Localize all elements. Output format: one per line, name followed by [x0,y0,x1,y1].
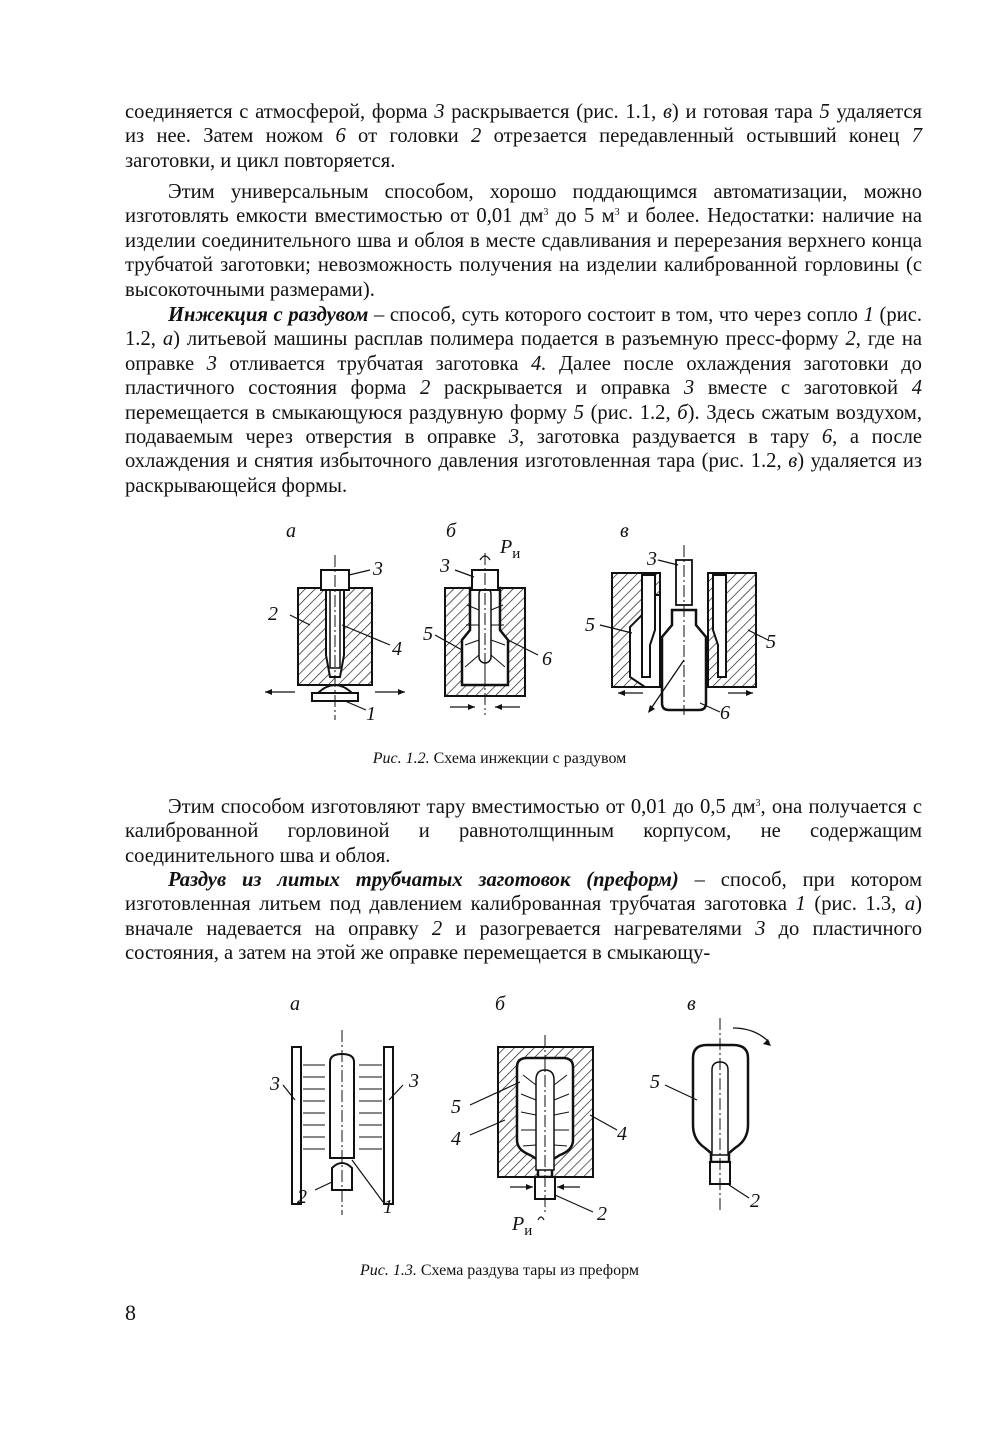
fig12a-num-2: 2 [268,603,278,625]
fig12-label-b: б [446,520,457,542]
fig13-label-v: в [687,993,696,1015]
paragraph-5: Раздув из литых трубчатых заготовок (преформ) – способ, при котором изготовленная литьем под давлением калиброванная трубчатая заготовка 1 (рис. 1.3, а) вначале надевается на оправку 2 и разогревается нагревателями 3 до пластичного состояния, а затем на этой же оправке перемещается в смыкающу- [125,869,922,965]
page-number: 8 [125,1300,136,1325]
figure-1-2-caption: Рис. 1.2. Схема инжекции с раздувом [372,750,627,767]
fig13b-num-4-left: 4 [451,1128,461,1150]
figure-1-3-caption: Рис. 1.3. Схема раздува тары из преформ [359,1262,640,1279]
fig13b-num-2: 2 [597,1203,607,1225]
paragraph-2: Этим универсальным способом, хорошо поддающимся автоматизации, можно изготовлять емкости вместимостью от 0,01 $дм^3$ до 5 $м^3$ и более. Недостатки: наличие на изделии соединительного шва и облоя в месте сдавливания и перерезания верхнего конца трубчатой заготовки; невозможность получения на изделии калиброванной горловины (с высокоточными размерами). [125,181,922,301]
fig12a-mold [265,555,405,720]
fig12a-num-3: 3 [373,558,383,580]
fig12b-num-6: 6 [542,648,552,670]
fig13a-num-3-right: 3 [409,1070,419,1092]
paragraph-4: Этим способом изготовляют тару вместимостью от 0,01 до 0,5 $дм^3$, она получается с калиброванной горловиной и равнотолщинным корпусом, не содержащим соединительного шва и облоя. [125,796,922,867]
paragraph-3: Инжекция с раздувом – способ, суть которого состоит в том, что через сопло 1 (рис. 1.2, а) литьевой машины расплав полимера подается в разъемную пресс-форму 2, где на оправке 3 отливается трубчатая заготовка 4. Далее после охлаждения заготовки до пластичного состояния форма 2 раскрывается и оправка 3 вместе с заготовкой 4 перемещается в смыкающуюся раздувную форму 5 (рис. 1.2, б). Здесь сжатым воздухом, подаваемым через отверстия в оправке 3, заготовка раздувается в тару 6, а после охлаждения и снятия избыточного давления изготовленная тара (рис. 1.2, в) удаляется из раскрывающейся формы. [125,304,923,497]
fig12a-num-4: 4 [392,638,402,660]
fig13-label-b: б [495,993,506,1015]
fig13a-num-2: 2 [297,1186,307,1208]
fig12b-pressure-label: $P_и$ [500,536,521,562]
fig12b-num-5: 5 [423,623,433,645]
fig13a-num-3-left: 3 [270,1073,280,1095]
fig13b-pressure-label: $P_и$ [512,1213,533,1239]
fig13b-blow-mold [470,1035,617,1220]
fig13v-num-5: 5 [650,1071,660,1093]
fig12v-num-3: 3 [647,548,657,570]
fig12-label-v: в [620,520,629,542]
fig12b-num-3: 3 [440,555,450,577]
fig12b-blow-mold [435,553,538,715]
fig12a-num-1: 1 [366,703,376,725]
fig13v-container [665,1018,771,1210]
paragraph-1: соединяется с атмосферой, форма 3 раскрывается (рис. 1.1, в) и готовая тара 5 удаляется из нее. Затем ножом 6 от головки 2 отрезается передавленный остывший конец 7 заготовки, и цикл повторяется. [125,101,922,172]
fig12v-num-6: 6 [720,702,730,724]
figure-1-2 [250,515,790,740]
term-preform-blow: Раздув из литых трубчатых заготовок (преформ) [168,869,679,891]
fig13b-num-4-right: 4 [617,1123,627,1145]
fig12v-num-5-right: 5 [766,631,776,653]
fig13v-num-2: 2 [750,1190,760,1212]
fig12-label-a: а [286,520,296,542]
fig13b-num-5: 5 [451,1096,461,1118]
fig12v-num-5-left: 5 [585,614,595,636]
fig13-label-a: а [290,993,300,1015]
fig12v-open-mold [600,545,768,715]
figure-1-3 [255,990,795,1240]
term-injection-blow: Инжекция с раздувом [168,304,369,326]
fig13a-num-1: 1 [383,1196,393,1218]
